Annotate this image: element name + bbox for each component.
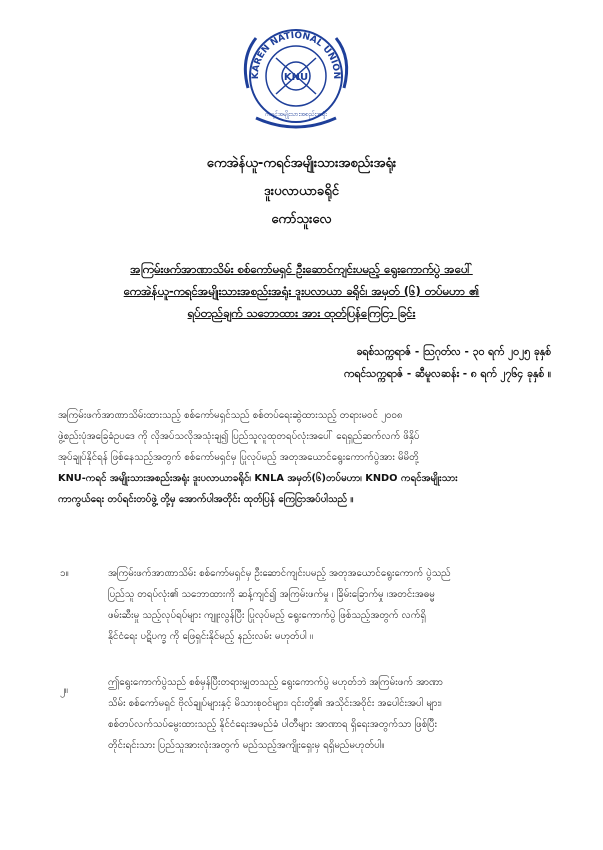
karen-date: ကရင်သက္ကရာဇ် - ဆီမူလဆန်း - ၈ ရက် ၂၇၆၄ ခုနှစ် ။: [344, 368, 551, 380]
list-item: [108, 563, 548, 647]
title-line: ရပ်တည်ချက် သဘောထား အား ထုတ်ပြန်ကြေငြာ ခြင်း: [187, 306, 416, 320]
knu-seal-emblem: [236, 18, 356, 138]
title-line: ကေအဲန်ယူ-ကရင်အမျိုးသားအစည်းအရုံး ဒူးပလာယာ ခရိုင်၊ အမှတ် (၆) တပ်မဟာ ၏: [123, 284, 480, 298]
item-number: ၁။: [60, 568, 69, 579]
item-line: ဤရွေးကောက်ပွဲသည် စစ်မှန်ပြီးတရားမျှတသည့် ရွေးကောက်ပွဲ မဟုတ်ဘဲ အကြမ်းဖက် အာဏာ: [108, 677, 443, 688]
intro-line: အကြမ်းဖက်အာဏာသိမ်းထားသည့် စစ်ကော်မရှင်သည် စစ်တပ်ရေးဆွဲထားသည့် တရားမဝင် ၂၀၀၈: [58, 410, 403, 421]
item-line: သိမ်း စစ်ကော်မရှင် ဗိုလ်ချုပ်များနှင့် မိသားစုဝင်များ၊ ၎င်းတို့၏ အသိုင်းအဝိုင်း အပေါင်းအပါ များ၊: [108, 698, 442, 709]
district-name: ဒူးပလာယာခရိုင်: [264, 184, 339, 199]
item-line: တိုင်းရင်းသား ပြည်သူအားလုံးအတွက် မည်သည့်အကျိုးရှေးမှ ရရှိမည်မဟုတ်ပါ။: [108, 740, 385, 751]
item-line: ဖမ်းဆီးမှု သည့်လုပ်ရပ်များ ကျူးလွန်ပြီး ပြုလုပ်မည့် ရွေးကောက်ပွဲ ဖြစ်သည့်အတွက် လက်ရှိ: [108, 610, 426, 621]
seal-ring-bottom-text: ကရင်အမျိုးသားအစည်းအရုံး: [265, 111, 327, 118]
item-number: ၂။: [60, 685, 68, 696]
list-item: [108, 672, 548, 756]
seal-ring-top-text: KAREN NATIONAL UNION: [250, 30, 342, 80]
item-line: အကြမ်းဖက်အာဏာသိမ်း စစ်ကော်မရှင်မှ ဦးဆောင်ကျင်းပမည့် အတုအယောင်ရွေးကောက် ပွဲသည်: [108, 568, 451, 579]
intro-line: ကာကွယ်ရေး တပ်ရင်းတပ်ဖွဲ့ တို့မှ အောက်ပါအတိုင်း ထုတ်ပြန် ကြေငြာအပ်ပါသည် ။: [58, 494, 354, 505]
statement-title: [50, 258, 553, 324]
item-line: စစ်တပ်လက်သပ်မွေးထားသည့် နိုင်ငံရေးအမည်ခံ ပါတီများ အာဏာရ ရှိရေးအတွက်သာ ဖြစ်ပြီး: [108, 719, 437, 730]
item-line: ပြည်သူ တရပ်လုံး၏ သဘောထားကို ဆန့်ကျင်၍ အကြမ်းဖက်မှု ၊ ခြိမ်းခြောက်မှု ၊အတင်းအဓမ္မ: [108, 589, 435, 600]
intro-line: ဖွဲ့စည်းပုံအခြေခံဥပဒေ ကို လိုအပ်သလိုအသုံးချ၍ ပြည်သူလူထုတရပ်လုံးအပေါ် ရေရှည်ဆက်လက် ဖိနှိပ်: [58, 431, 420, 442]
item-line: နိုင်ငံရေး ပဋိပက္ခ ကို ဖြေရှင်းနိုင်မည့် နည်းလမ်း မဟုတ်ပါ ။: [108, 631, 313, 642]
gregorian-date: ခရစ်သက္ကရာဇ် - ဩဂုတ်လ - ၃၀ ရက် ၂၀၂၅ ခုနှစ်: [356, 346, 551, 358]
intro-line: အုပ်ချုပ်နိုင်ရန် ဖြစ်နေသည့်အတွက် စစ်ကော်မရှင်မှ ပြုလုပ်မည့် အတုအယောင်ရွေးကောက်ပွဲအား မိမိတို့: [58, 452, 419, 463]
intro-paragraph: [58, 405, 543, 510]
office-name: ကော်သူးလေ: [271, 212, 332, 227]
title-line: အကြမ်းဖက်အာဏာသိမ်း စစ်ကော်မရှင် ဦးဆောင်ကျင်းပမည့် ရွေးကောက်ပွဲ အပေါ်: [130, 262, 473, 276]
organization-name: ကေအဲန်ယူ-ကရင်အမျိုးသားအစည်းအရုံး: [206, 156, 397, 171]
intro-line: KNU-ကရင် အမျိုးသားအစည်းအရုံး ဒူးပလာယာခရိုင်၊ KNLA အမှတ်(၆)တပ်မဟာ၊ KNDO ကရင်အမျိုးသား: [58, 473, 458, 484]
seal-center-text: KNU: [283, 72, 309, 83]
